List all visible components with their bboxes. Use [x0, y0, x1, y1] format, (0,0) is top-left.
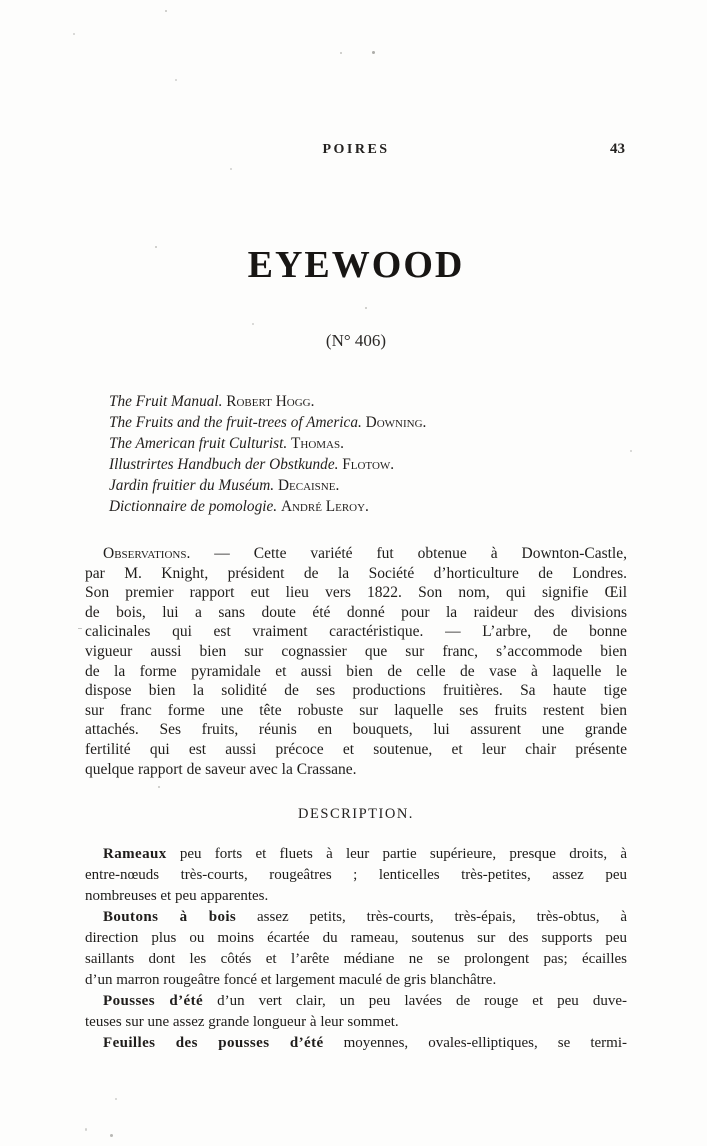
- paragraph-line: quelque rapport de saveur avec la Crassane.: [85, 760, 357, 778]
- paragraph-line-text: moyennes, ovales-elliptiques, se termi-: [323, 1035, 627, 1052]
- page-header: [85, 141, 627, 158]
- scan-speck: [165, 10, 167, 12]
- scan-speck: [73, 33, 75, 35]
- paragraph-line: [85, 1033, 627, 1054]
- bibliography-title: Dictionnaire de pomologie.: [109, 498, 278, 515]
- paragraph-line: Son premier rapport eut lieu vers 1822. Son nom, qui signifie Œil: [85, 584, 627, 602]
- observations-paragraph: [85, 544, 627, 779]
- description-paragraph-feuilles: [85, 1033, 627, 1054]
- description-paragraph-boutons: [85, 907, 627, 991]
- paragraph-line: entre-nœuds très-courts, rougeâtres ; lenticelles très-petites, assez peu: [85, 867, 627, 884]
- paragraph-lead: Rameaux: [103, 846, 167, 863]
- scan-speck: [155, 246, 157, 248]
- paragraph-line: attachés. Ses fruits, réunis en bouquets, lui assurent une grande: [85, 721, 627, 739]
- bibliography-author: Robert Hogg.: [226, 393, 315, 410]
- description-paragraph-pousses: [85, 991, 627, 1033]
- bibliography-entry: [109, 412, 627, 433]
- bibliography-entry: [109, 475, 627, 496]
- paragraph-line: fertilité qui est aussi précoce et soutenue, et leur chair présente: [85, 740, 627, 758]
- bibliography-entry: [109, 433, 627, 454]
- bibliography-entry: [109, 496, 627, 517]
- bibliography-title: The American fruit Culturist.: [109, 435, 288, 452]
- paragraph-line: saillants dont les côtés et l’arête médiane ne se prolongent pas; écailles: [85, 951, 627, 968]
- description-section: [85, 844, 627, 1054]
- scan-speck: [252, 323, 254, 325]
- description-paragraph-rameaux: [85, 844, 627, 907]
- bibliography-author: Thomas.: [291, 435, 344, 452]
- paragraph-line: par M. Knight, président de la Société d’horticulture de Londres.: [85, 564, 627, 582]
- scan-speck: [365, 307, 367, 309]
- scan-speck: [78, 628, 82, 629]
- paragraph-line: sur franc forme une tête robuste sur laquelle ses fruits restent bien: [85, 701, 627, 719]
- paragraph-lead: Pousses d’été: [103, 993, 204, 1010]
- bibliography-author: Downing.: [365, 414, 427, 431]
- paragraph-line: direction plus ou moins écartée du rameau, soutenus sur des supports peu: [85, 930, 627, 947]
- bibliography-author: André Leroy.: [280, 498, 369, 515]
- paragraph-line-text: — Cette variété fut obtenue à Downton-Castle,: [190, 545, 627, 562]
- variety-number: (N° 406): [325, 331, 387, 350]
- paragraph-line: nombreuses et peu apparentes.: [85, 888, 269, 905]
- page-title: EYEWOOD: [247, 244, 465, 286]
- observations-label: Observations.: [103, 545, 191, 562]
- scan-speck: [158, 786, 160, 788]
- paragraph-line: teuses sur une assez grande longueur à leur sommet.: [85, 1014, 399, 1031]
- bibliography-author: Decaisne.: [277, 477, 340, 494]
- paragraph-lead: Feuilles des pousses d’été: [103, 1035, 324, 1052]
- paragraph-line: vigueur aussi bien sur cognassier que sur franc, s’accommode bien: [85, 642, 627, 660]
- bibliography-author: Flotow.: [342, 456, 395, 473]
- paragraph-line: dispose bien la solidité de ses productions fruitières. Sa haute tige: [85, 682, 627, 700]
- text-block: [85, 0, 627, 1054]
- paragraph-line-text: peu forts et fluets à leur partie supérieure, presque droits, à: [166, 846, 627, 863]
- bibliography-list: [109, 391, 627, 517]
- paragraph-line: [85, 907, 627, 928]
- bibliography-title: Jardin fruitier du Muséum.: [109, 477, 275, 494]
- bibliography-title: The Fruits and the fruit-trees of America.: [109, 414, 362, 431]
- scan-speck: [630, 450, 632, 452]
- paragraph-lead: Boutons à bois: [103, 909, 237, 926]
- paragraph-line: [85, 991, 627, 1012]
- scan-speck: [115, 1098, 117, 1100]
- paragraph-line: de la forme pyramidale et aussi bien de celle de vase à laquelle le: [85, 662, 627, 680]
- scan-speck: [110, 1134, 113, 1137]
- bibliography-title: The Fruit Manual.: [109, 393, 223, 410]
- scan-speck: [340, 52, 342, 54]
- paragraph-line: calicinales qui est vraiment caractéristique. — L’arbre, de bonne: [85, 623, 627, 641]
- bibliography-entry: [109, 391, 627, 412]
- paragraph-line-text: assez petits, très-courts, très-épais, très-obtus, à: [236, 909, 627, 926]
- running-title: POIRES: [322, 142, 390, 157]
- paragraph-line: de bois, lui a sans doute été donné pour la raideur des divisions: [85, 603, 627, 621]
- scan-speck: [230, 168, 232, 170]
- scan-speck: [85, 1128, 87, 1131]
- bibliography-entry: [109, 454, 627, 475]
- scan-speck: [175, 79, 177, 81]
- description-heading: DESCRIPTION.: [298, 806, 414, 823]
- page-number: 43: [610, 141, 625, 157]
- paragraph-line-text: d’un vert clair, un peu lavées de rouge et peu duve-: [203, 993, 627, 1010]
- bibliography-title: Illustrirtes Handbuch der Obstkunde.: [109, 456, 339, 473]
- scan-speck: [372, 51, 375, 54]
- paragraph-line: [85, 844, 627, 865]
- paragraph-line: d’un marron rougeâtre foncé et largement maculé de gris blanchâtre.: [85, 972, 497, 989]
- paragraph-line: [85, 544, 627, 564]
